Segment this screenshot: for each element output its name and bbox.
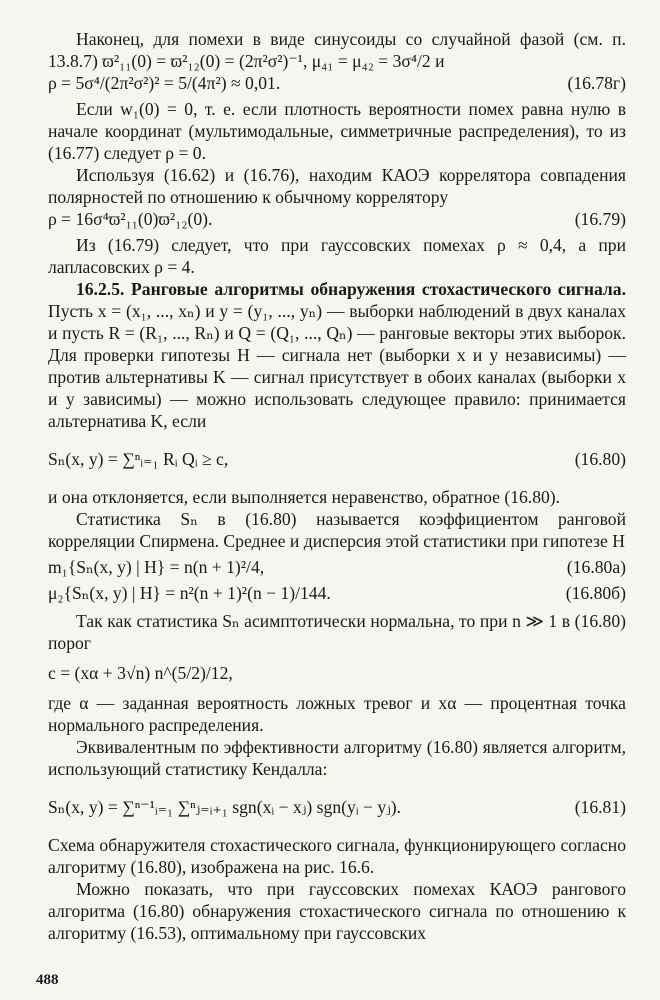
paragraph-kendall-intro: Эквивалентным по эффективности алгоритму (16.80) является алгоритм, использующий статистику Кендалла: xyxy=(48,737,626,779)
paragraph-asymptotic-normal: Так как статистика Sₙ асимптотически нормальна, то при n ≫ 1 в (16.80) порог xyxy=(48,611,626,653)
equation-16-80 xyxy=(48,432,626,486)
equation-16-80a xyxy=(48,556,626,578)
section-heading: 16.2.5. Ранговые алгоритмы обнаружения стохастического сигнала. xyxy=(76,279,626,299)
paragraph-multimodal: Если w₁(0) = 0, т. е. если плотность вероятности помех равна нулю в начале координат (мультимодальные, симметричные распределения), то из (16.77) следует ρ = 0. xyxy=(48,99,626,163)
equation-number: (16.80) xyxy=(574,449,626,469)
equation-16-80b xyxy=(48,582,626,604)
equation-number: (16.79) xyxy=(574,209,626,229)
paragraph-detector-scheme: Схема обнаружителя стохастического сигнала, функционирующего согласно алгоритму (16.80), изображена на рис. 16.6. xyxy=(48,835,626,877)
equation-threshold xyxy=(48,662,626,684)
equation-16-79 xyxy=(48,208,626,230)
paragraph-false-alarm: где α — заданная вероятность ложных тревог и xα — процентная точка нормального распределения. xyxy=(48,693,626,735)
equation-number: (16.80б) xyxy=(565,583,626,603)
equation-expression: c = (xα + 3√n) n^(5/2)/12, xyxy=(48,663,233,683)
equation-number: (16.80а) xyxy=(566,557,626,577)
section-text: Пусть x = (x₁, ..., xₙ) и y = (y₁, ..., yₙ) — выборки наблюдений в двух каналах и пусть R = (R₁, ..., Rₙ) и Q = (Q₁, ..., Qₙ) — ранговые векторы этих выборок. Для проверки гипотезы H — сигнала нет (выборки x и y независимы) — против альтернативы K — сигнал присутствует в обоих каналах (выборки x и y зависимы) — можно использовать следующее правило: принимается альтернатива K, если xyxy=(48,301,626,431)
page-body xyxy=(48,28,626,944)
equation-expression: m₁{Sₙ(x, y) | H} = n(n + 1)²/4, xyxy=(48,557,265,577)
paragraph-are-rank: Можно показать, что при гауссовских помехах КАОЭ рангового алгоритма (16.80) обнаружения стохастического сигнала по отношению к алгоритму (16.53), оптимальному при гауссовских xyxy=(48,879,626,943)
paragraph-polarity-correlator: Используя (16.62) и (16.76), находим КАОЭ коррелятора совпадения полярностей по отношению к обычному коррелятору xyxy=(48,165,626,207)
equation-16-78g xyxy=(48,72,626,94)
equation-number: (16.78г) xyxy=(567,73,626,93)
page-number: 488 xyxy=(36,972,59,988)
equation-expression: Sₙ(x, y) = ∑ⁿᵢ₌₁ Rᵢ Qᵢ ≥ c, xyxy=(48,449,229,469)
paragraph-gauss-laplace: Из (16.79) следует, что при гауссовских помехах ρ ≈ 0,4, а при лапласовских ρ = 4. xyxy=(48,235,626,277)
equation-expression: μ₂{Sₙ(x, y) | H} = n²(n + 1)²(n − 1)/144. xyxy=(48,583,331,603)
paragraph-sinusoid-interference: Наконец, для помехи в виде синусоиды со случайной фазой (см. п. 13.8.7) ϖ²₁₁(0) = ϖ²₁₂(0) = (2π²σ²)⁻¹, μ₄₁ = μ₄₂ = 3σ⁴/2 и xyxy=(48,29,626,71)
equation-expression: ρ = 5σ⁴/(2π²σ²)² = 5/(4π²) ≈ 0,01. xyxy=(48,73,281,93)
equation-number: (16.81) xyxy=(574,797,626,817)
paragraph-spearman: Статистика Sₙ в (16.80) называется коэффициентом ранговой корреляции Спирмена. Среднее и дисперсия этой статистики при гипотезе H xyxy=(48,509,626,551)
equation-16-81 xyxy=(48,780,626,834)
paragraph-rejection: и она отклоняется, если выполняется неравенство, обратное (16.80). xyxy=(48,487,561,507)
paragraph-section-16-2-5 xyxy=(48,278,626,432)
equation-expression: ρ = 16σ⁴ϖ²₁₁(0)ϖ²₁₂(0). xyxy=(48,209,213,229)
equation-expression: Sₙ(x, y) = ∑ⁿ⁻¹ᵢ₌₁ ∑ⁿⱼ₌ᵢ₊₁ sgn(xᵢ − xⱼ) sgn(yᵢ − yⱼ). xyxy=(48,797,402,817)
